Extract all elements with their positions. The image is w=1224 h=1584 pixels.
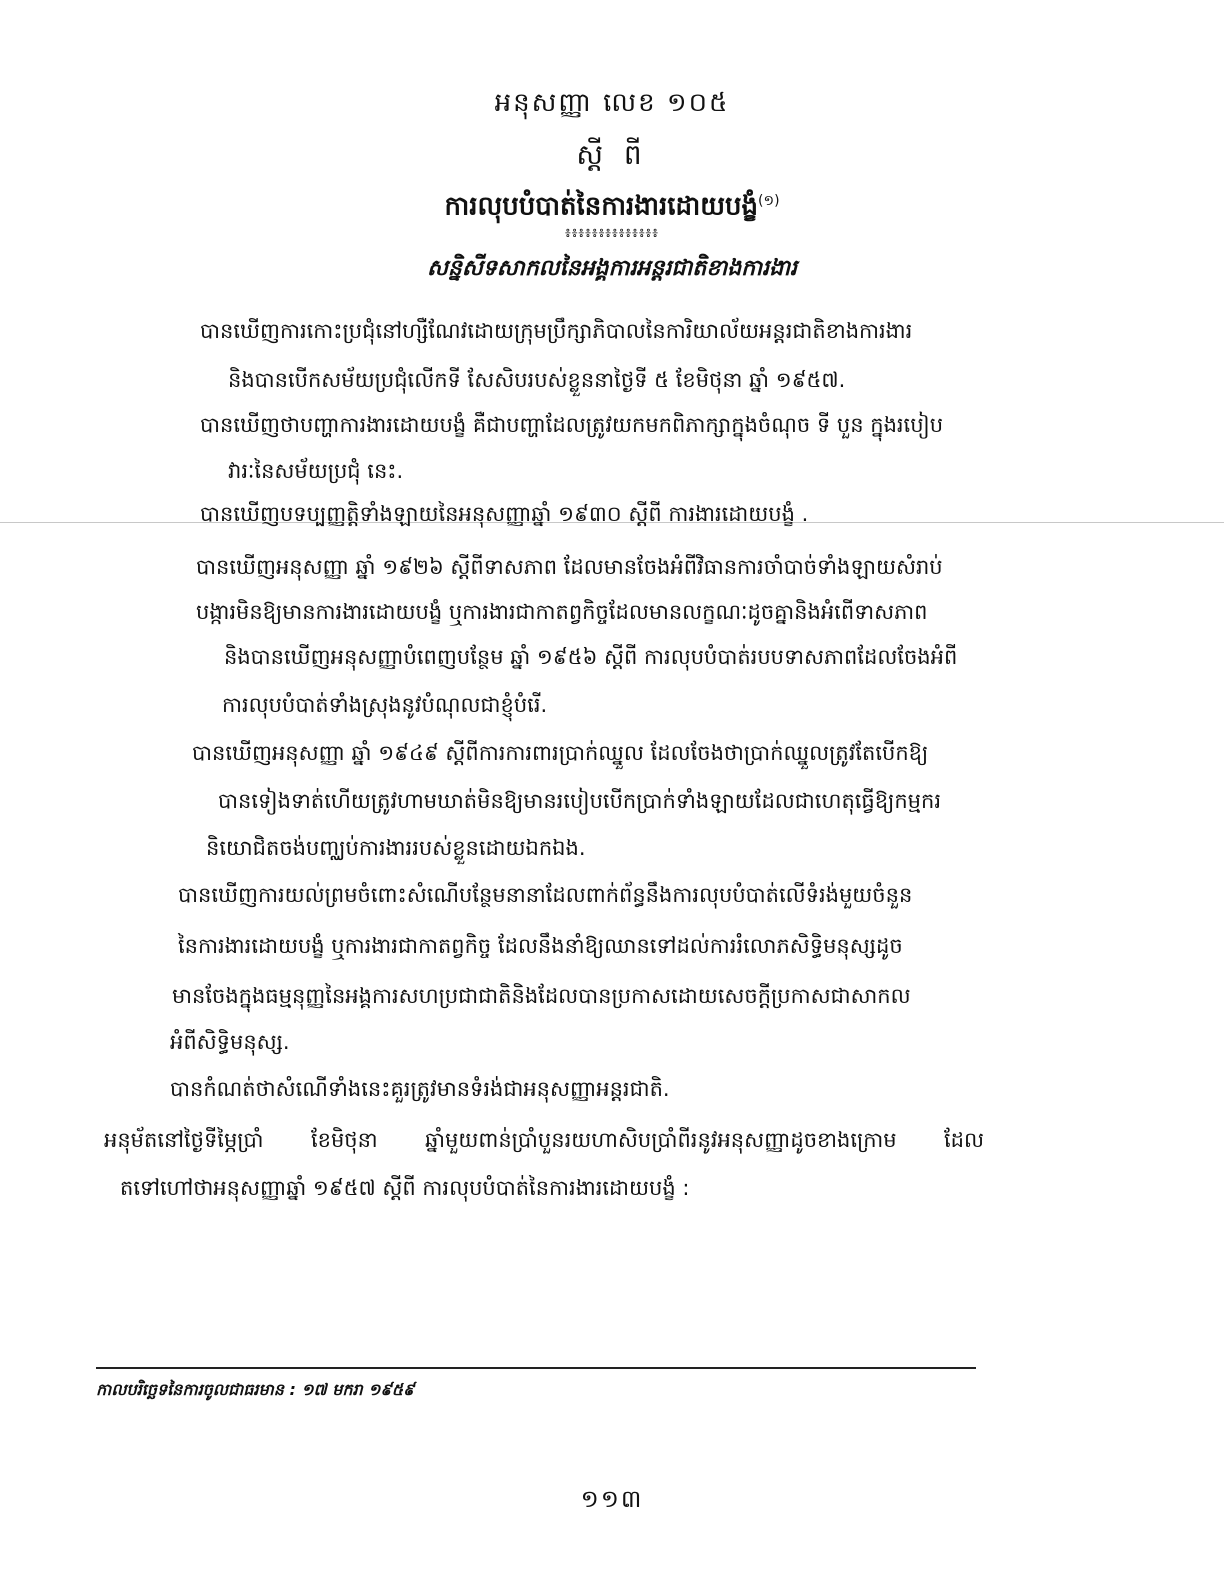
body-line: បានឃើញការយល់ព្រមចំពោះសំណើបន្ថែមនានាដែលពាក់ព័ន្ធនឹងការលុបបំបាត់លើទំរង់មួយចំនួន — [178, 883, 913, 907]
footnote-marker: (១) — [758, 193, 780, 209]
footnote-divider — [96, 1367, 976, 1369]
footnote-text: កាលបរិច្ឆេទនៃការចូលជាធរមាន : ១៧ មករា ១៩៥៩ — [96, 1380, 415, 1399]
body-line: អំពីសិទ្ធិមនុស្ស. — [170, 1030, 290, 1054]
body-line: មានចែងក្នុងធម្មនុញ្ញនៃអង្គការសហប្រជាជាតិនិងដែលបានប្រកាសដោយសេចក្តីប្រកាសជាសាកល — [172, 984, 911, 1008]
body-line: បានកំណត់ថាសំណើទាំងនេះគួរត្រូវមានទំរង់ជាអនុសញ្ញាអន្តរជាតិ. — [170, 1077, 670, 1101]
body-line: បានទៀងទាត់ហើយត្រូវហាមឃាត់មិនឱ្យមានរបៀបបើកប្រាក់ទាំងឡាយដែលជាហេតុធ្វើឱ្យកម្មករ — [218, 789, 942, 813]
body-line: នៃការងារដោយបង្ខំ ឬការងារជាកាតព្វកិច្ច ដែលនឹងនាំឱ្យឈានទៅដល់ការរំលោភសិទ្ធិមនុស្សដូច — [178, 934, 903, 958]
document-title — [0, 184, 1224, 224]
about-heading: ស្តី ពី — [576, 138, 648, 171]
body-line: ការលុបបំបាត់ទាំងស្រុងនូវបំណុលជាខ្ញុំបំរើ. — [222, 693, 548, 717]
conference-name: សន្និសីទសាកលនៃអង្គការអន្តរជាតិខាងការងារ — [426, 256, 798, 281]
body-line: បានឃើញអនុសញ្ញា ឆ្នាំ ១៩២៦ ស្តីពីទាសភាព ដែលមានចែងអំពីវិធានការចាំបាច់ទាំងឡាយសំរាប់ — [196, 555, 943, 579]
convention-number: អនុសញ្ញា លេខ ១០៥ — [494, 88, 730, 118]
body-line: បានឃើញបទប្បញ្ញត្តិទាំងឡាយនៃអនុសញ្ញាឆ្នាំ ១៩៣០ ស្តីពី ការងារដោយបង្ខំ . — [200, 502, 809, 526]
body-line: និងបានឃើញអនុសញ្ញាបំពេញបន្ថែម ឆ្នាំ ១៩៥៦ ស្តីពី ការលុបបំបាត់របបទាសភាពដែលចែងអំពី — [224, 645, 958, 669]
body-line: និងបានបើកសម័យប្រជុំលើកទី សែសិបរបស់ខ្លួននាថ្ងៃទី ៥ ខែមិថុនា ឆ្នាំ ១៩៥៧. — [228, 368, 846, 392]
body-line: អនុម័តនៅថ្ងៃទីម្ភៃប្រាំ ខែមិថុនា ឆ្នាំមួយពាន់ប្រាំបួនរយហាសិបប្រាំពីរនូវអនុសញ្ញាដូចខាងក្រោម ដែល — [104, 1128, 984, 1152]
body-line: បានឃើញអនុសញ្ញា ឆ្នាំ ១៩៤៩ ស្តីពីការការពារប្រាក់ឈ្នួល ដែលចែងថាប្រាក់ឈ្នួលត្រូវតែបើកឱ្យ — [192, 741, 929, 765]
page-number: ១១៣ — [580, 1485, 644, 1513]
body-line: វារៈនៃសម័យប្រជុំ នេះ. — [228, 459, 404, 483]
body-line: បានឃើញថាបញ្ហាការងារដោយបង្ខំ គឺជាបញ្ហាដែលត្រូវយកមកពិភាក្សាក្នុងចំណុច ទី បួន ក្នុងរបៀប — [200, 413, 944, 437]
body-line: បានឃើញការកោះប្រជុំនៅហ្សឺណែវដោយក្រុមប្រឹក្សាភិបាលនៃការិយាល័យអន្តរជាតិខាងការងារ — [200, 319, 913, 343]
title-separator: ៖៖៖៖៖៖៖៖៖៖៖៖៖៖ — [565, 226, 659, 241]
body-line: តទៅហៅថាអនុសញ្ញាឆ្នាំ ១៩៥៧ ស្តីពី ការលុបបំបាត់នៃការងារដោយបង្ខំ : — [120, 1176, 690, 1200]
body-line: និយោជិតចង់បញ្ឈប់ការងាររបស់ខ្លួនដោយឯកឯង. — [206, 836, 586, 860]
document-subject: ការលុបបំបាត់នៃការងារដោយបង្ខំ — [444, 191, 759, 222]
body-line: បង្ការមិនឱ្យមានការងារដោយបង្ខំ ឬការងារជាកាតព្វកិច្ចដែលមានលក្ខណៈដូចគ្នានិងអំពើទាសភាព — [196, 600, 928, 624]
